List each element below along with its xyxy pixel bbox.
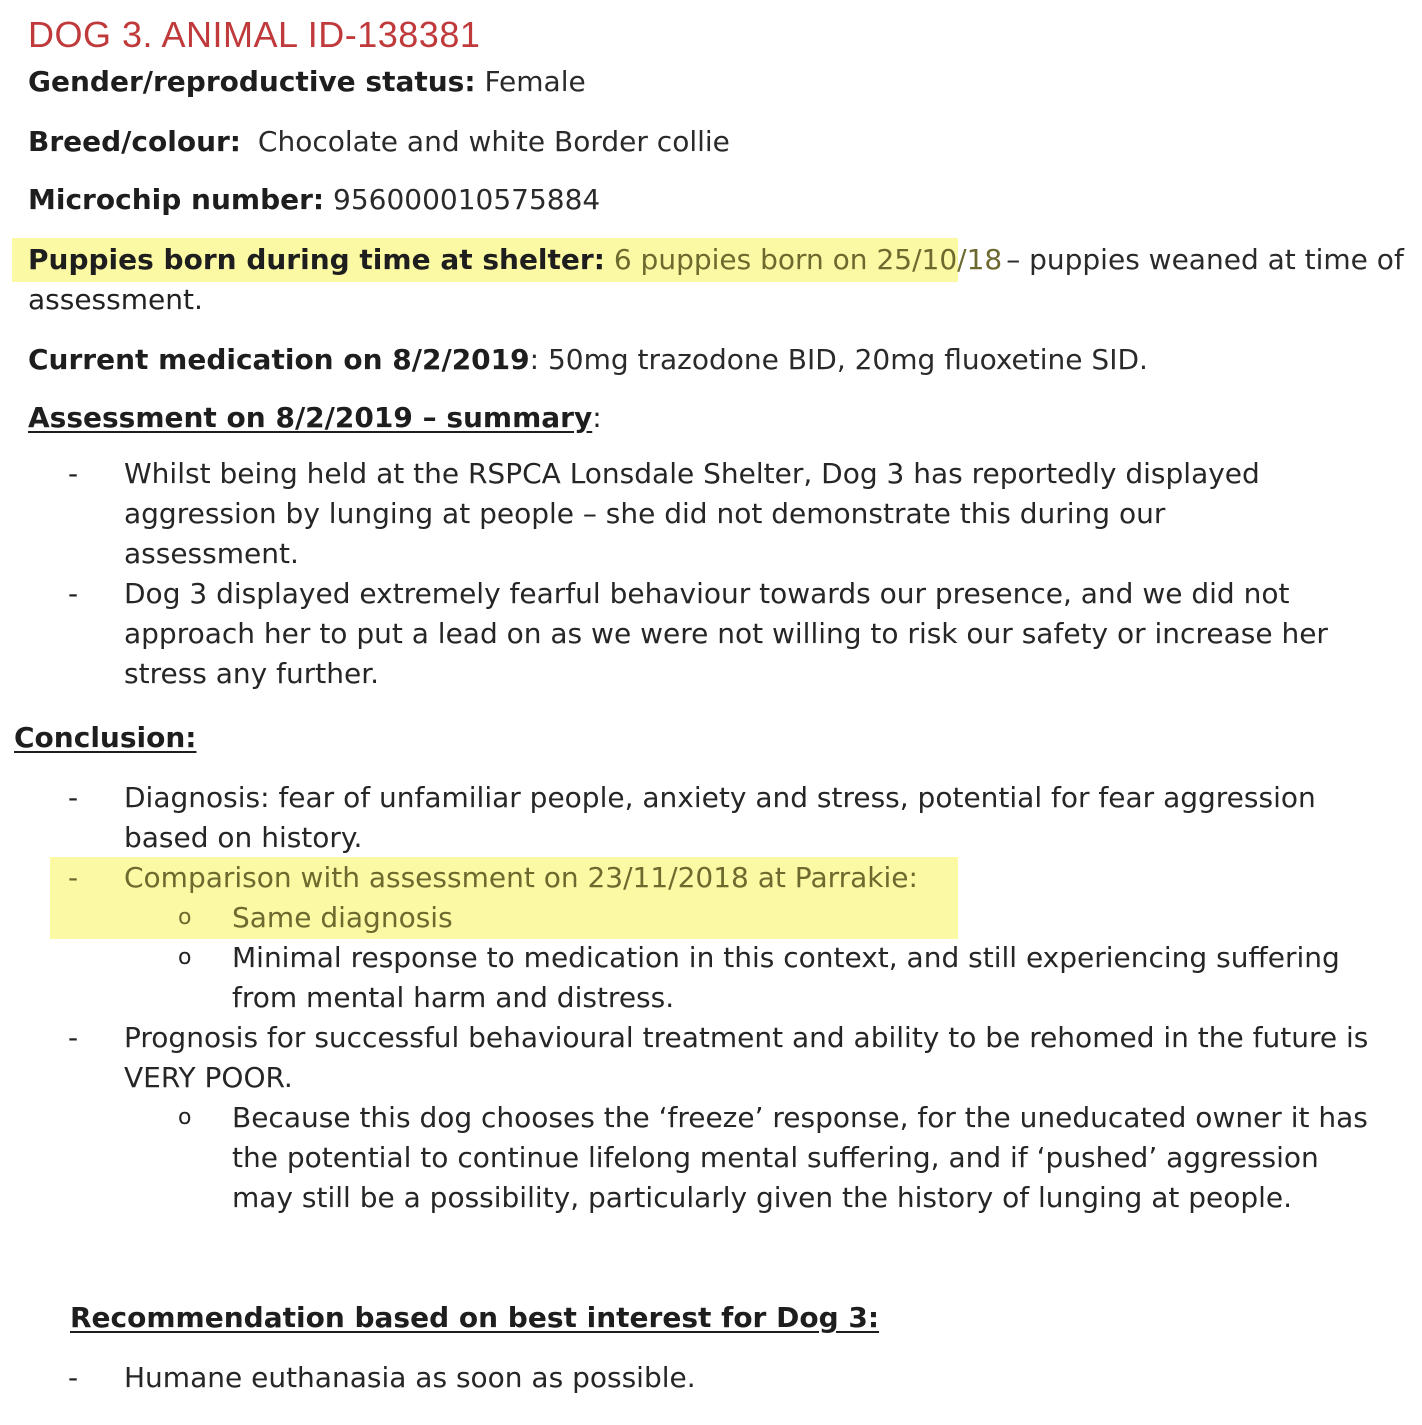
conclusion-bullet-dash-2: - — [68, 861, 79, 894]
puppies-label: Puppies born during time at shelter: — [28, 243, 605, 276]
medication-label: Current medication on 8/2/2019 — [28, 343, 530, 376]
microchip-label: Microchip number: — [28, 183, 325, 216]
prognosis-sub-1: Because this dog chooses the ‘freeze’ response, for the uneducated owner it has the potential to continue lifelong mental suffering, and if ‘pushed’ aggression may still be a possibility, particularly given the history of lunging at people. — [232, 1101, 1368, 1214]
assessment-bullet-2: Dog 3 displayed extremely fearful behaviour towards our presence, and we did not approach her to put a lead on as we were not willing to risk our safety or increase her stress any further. — [124, 577, 1328, 690]
breed-label: Breed/colour: — [28, 125, 242, 158]
puppies-rest-line2: assessment. — [28, 283, 203, 316]
puppies-rest: – puppies weaned at time of — [1006, 243, 1404, 276]
assessment-bullet-dash-2: - — [68, 577, 79, 610]
microchip-field — [28, 180, 600, 220]
conclusion-bullet-dash-3: - — [68, 1021, 79, 1054]
assessment-heading-text: Assessment on 8/2/2019 – summary — [28, 401, 593, 434]
recommendation-bullet-dash-1: - — [68, 1361, 79, 1394]
comparison-sub-circle-1: o — [178, 905, 192, 930]
comparison-sub-2: Minimal response to medication in this context, and still experiencing suffering from mental harm and distress. — [232, 941, 1340, 1014]
conclusion-bullet-dash-1: - — [68, 781, 79, 814]
puppies-value: 6 puppies born on 25/10/18 — [613, 243, 1003, 276]
gender-field — [28, 62, 586, 102]
comparison-sub-circle-2: o — [178, 945, 192, 970]
conclusion-heading: Conclusion: — [14, 721, 197, 754]
breed-value: Chocolate and white Border collie — [257, 125, 730, 158]
prognosis-sub-circle-1: o — [178, 1105, 192, 1130]
recommendation-heading: Recommendation based on best interest for Dog 3: — [70, 1301, 880, 1334]
gender-label: Gender/reproductive status: — [28, 65, 476, 98]
conclusion-comparison: Comparison with assessment on 23/11/2018 at Parrakie: — [124, 861, 918, 894]
assessment-bullet-dash-1: - — [68, 457, 79, 490]
recommendation-bullet-1: Humane euthanasia as soon as possible. — [124, 1361, 696, 1394]
conclusion-prognosis: Prognosis for successful behavioural treatment and ability to be rehomed in the future is VERY POOR. — [124, 1021, 1369, 1094]
medication-value: : 50mg trazodone BID, 20mg fluoxetine SID. — [529, 343, 1148, 376]
comparison-sub-1: Same diagnosis — [232, 901, 453, 934]
gender-value: Female — [484, 65, 586, 98]
conclusion-diagnosis: Diagnosis: fear of unfamiliar people, anxiety and stress, potential for fear aggression based on history. — [124, 781, 1316, 854]
document-title: DOG 3. ANIMAL ID-138381 — [28, 14, 481, 55]
assessment-heading-colon: : — [592, 401, 602, 434]
breed-field — [28, 122, 730, 162]
medication-field — [28, 340, 1148, 380]
assessment-bullet-1: Whilst being held at the RSPCA Lonsdale Shelter, Dog 3 has reportedly displayed aggression by lunging at people – she did not demonstrate this during our assessment. — [124, 457, 1260, 570]
assessment-heading — [28, 398, 602, 438]
microchip-value: 956000010575884 — [333, 183, 601, 216]
puppies-field — [28, 240, 1404, 280]
